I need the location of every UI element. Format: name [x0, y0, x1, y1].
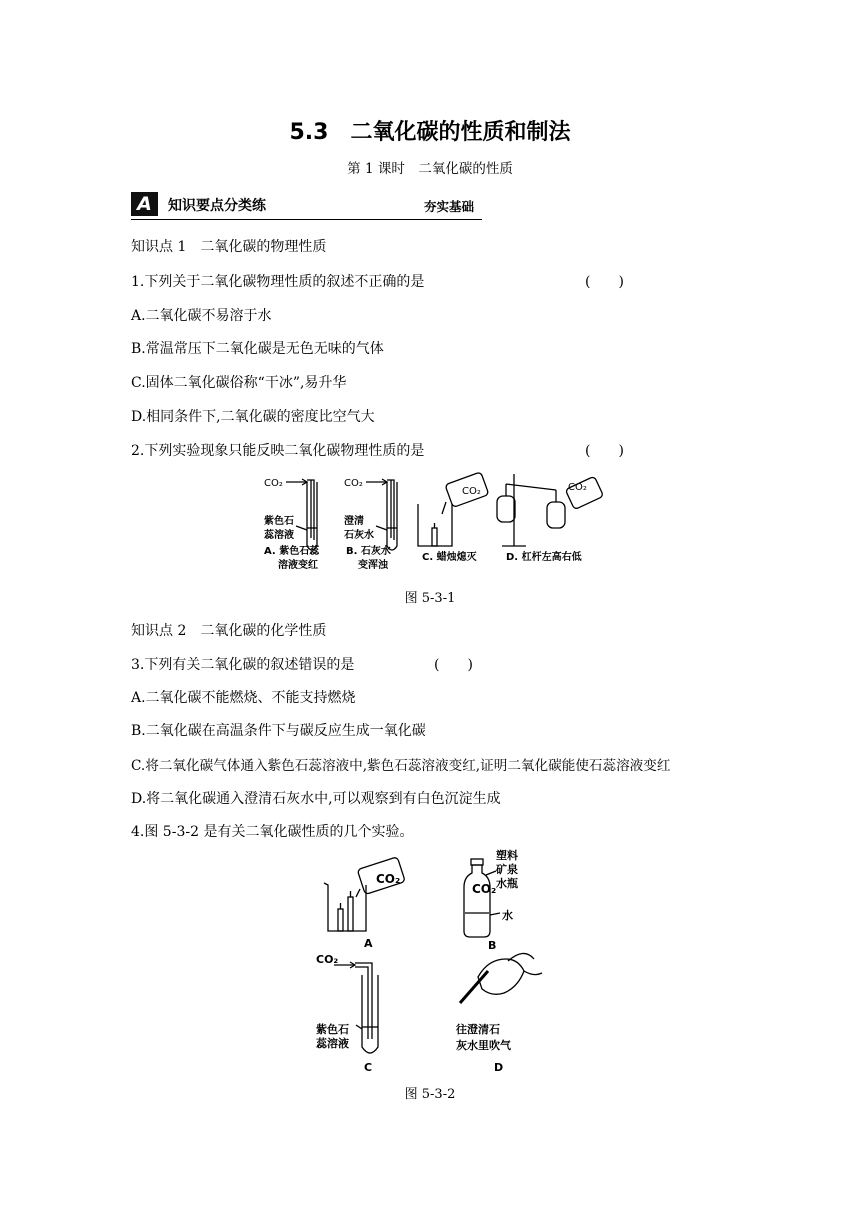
fig1-d-bag-right	[547, 502, 565, 528]
q1-answer-paren: ( )	[585, 274, 624, 290]
fig2-a-candle-low	[338, 909, 343, 931]
q3-option-d: D.将二氧化碳通入澄清石灰水中,可以观察到有白色沉淀生成	[131, 791, 501, 807]
fig1-a-test-tube	[307, 482, 317, 550]
fig2-a-co2: CO₂	[376, 872, 401, 886]
fig2-a-candle-high	[348, 897, 353, 931]
fig1-d-co2: CO₂	[568, 482, 587, 493]
q3-option-b: B.二氧化碳在高温条件下与碳反应生成一氧化碳	[131, 723, 426, 739]
fig1-c-co2: CO₂	[462, 486, 481, 497]
fig1-b-caption-2: 变浑浊	[358, 560, 388, 571]
fig1-b-label-2: 石灰水	[344, 530, 374, 541]
fig1-a-label-1: 紫色石	[264, 516, 294, 527]
fig2-a-letter: A	[364, 937, 373, 950]
fig2-d-label-1: 往澄清石	[456, 1023, 500, 1036]
fig2-b-cap	[471, 859, 483, 865]
q1-option-a: A.二氧化碳不易溶于水	[131, 308, 272, 324]
fig2-b-label-1: 塑料	[496, 849, 518, 862]
fig2-c-label-1: 紫色石	[316, 1023, 349, 1036]
figure-5-3-1	[256, 468, 606, 576]
fig1-b-test-tube	[387, 482, 397, 550]
banner-right-label: 夯实基础	[423, 199, 474, 214]
fig1-d-caption: D. 杠杆左高右低	[506, 552, 582, 563]
fig2-c-co2: CO₂	[316, 953, 339, 966]
fig1-a-label-2: 蕊溶液	[264, 530, 294, 541]
q1-stem: 1.下列关于二氧化碳物理性质的叙述不正确的是	[131, 274, 425, 290]
q4-stem: 4.图 5-3-2 是有关二氧化碳性质的几个实验。	[131, 824, 414, 840]
q1-option-b: B.常温常压下二氧化碳是无色无味的气体	[131, 341, 384, 357]
fig2-b-bottle	[464, 865, 490, 937]
fig2-d-straw	[460, 971, 488, 1003]
fig1-a-caption-2: 溶液变红	[278, 560, 318, 571]
fig1-d-bag-left	[497, 496, 515, 522]
section1-heading: 知识点 1 二氧化碳的物理性质	[131, 239, 327, 255]
fig2-b-water-label: 水	[502, 909, 513, 922]
q3-option-c: C.将二氧化碳气体通入紫色石蕊溶液中,紫色石蕊溶液变红,证明二氧化碳能使石蕊溶液变红	[131, 758, 671, 774]
fig2-d-label-2: 灰水里吹气	[456, 1039, 511, 1052]
lesson-subtitle: 第 1 课时 二氧化碳的性质	[347, 161, 513, 177]
fig1-a-caption-1: A. 紫色石蕊	[264, 546, 320, 557]
banner-label: 知识要点分类练	[168, 198, 266, 214]
q1-option-d: D.相同条件下,二氧化碳的密度比空气大	[131, 409, 375, 425]
fig1-c-candle	[432, 528, 437, 546]
fig1-b-label-1: 澄清	[344, 516, 364, 527]
q1-option-c: C.固体二氧化碳俗称“干冰”,易升华	[131, 375, 347, 391]
q3-option-a: A.二氧化碳不能燃烧、不能支持燃烧	[131, 690, 356, 706]
fig2-c-letter: C	[364, 1061, 373, 1074]
fig2-b-label-3: 水瓶	[496, 877, 518, 890]
banner-rule	[131, 219, 482, 220]
figure-5-3-1-caption: 图 5-3-1	[404, 591, 456, 606]
fig1-c-caption: C. 蜡烛熄灭	[422, 552, 477, 563]
fig2-d-letter: D	[494, 1061, 504, 1074]
section-banner	[131, 190, 482, 220]
banner-letter-icon: A	[131, 192, 158, 216]
fig1-b-co2: CO₂	[344, 478, 363, 489]
fig1-b-caption-1: B. 石灰水	[346, 546, 391, 557]
q3-stem: 3.下列有关二氧化碳的叙述错误的是	[131, 657, 355, 673]
page-title: 5.3 二氧化碳的性质和制法	[289, 120, 571, 145]
figure-5-3-2-caption: 图 5-3-2	[404, 1087, 456, 1102]
fig2-b-co2: CO₂	[472, 882, 497, 896]
fig2-b-label-2: 矿泉	[496, 863, 518, 876]
fig1-a-co2: CO₂	[264, 478, 283, 489]
q3-answer-paren: ( )	[434, 657, 473, 673]
q2-answer-paren: ( )	[585, 443, 624, 459]
figure-5-3-2	[310, 847, 550, 1075]
fig2-c-test-tube	[362, 975, 378, 1053]
fig2-c-label-2: 蕊溶液	[316, 1037, 349, 1050]
section2-heading: 知识点 2 二氧化碳的化学性质	[131, 623, 327, 639]
q2-stem: 2.下列实验现象只能反映二氧化碳物理性质的是	[131, 443, 425, 459]
fig2-b-letter: B	[488, 939, 497, 952]
